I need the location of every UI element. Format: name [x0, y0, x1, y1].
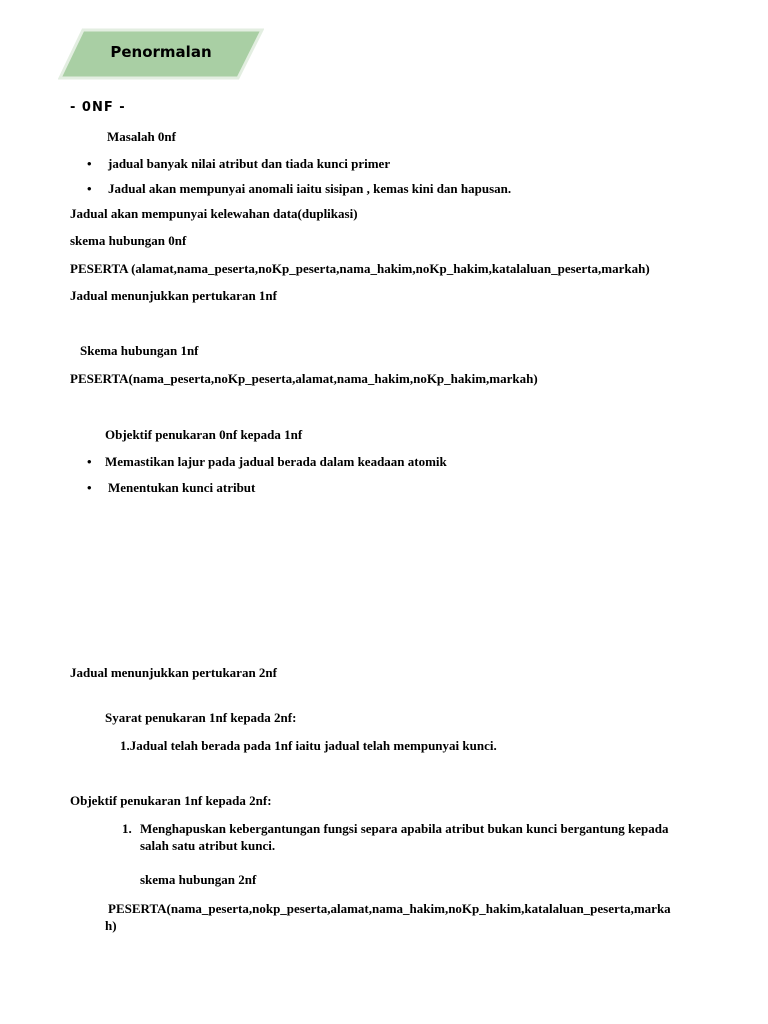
page-title: Penormalan: [110, 43, 212, 61]
schema-label-2nf: skema hubungan 2nf: [140, 872, 257, 887]
table-caption-1nf: Jadual menunjukkan pertukaran 1nf: [70, 288, 277, 303]
redundancy-note: Jadual akan mempunyai kelewahan data(duplikasi): [70, 206, 358, 221]
objective-2nf-line-1: Menghapuskan kebergantungan fungsi separa apabila atribut bukan kunci bergantung kepada: [140, 821, 669, 836]
bullet-icon: •: [87, 156, 92, 171]
schema-1nf: PESERTA(nama_peserta,noKp_peserta,alamat,nama_hakim,noKp_hakim,markah): [70, 371, 538, 386]
problem-item-2: Jadual akan mempunyai anomali iaitu sisipan , kemas kini dan hapusan.: [108, 181, 512, 196]
objective-title-2nf: Objektif penukaran 1nf kepada 2nf:: [70, 793, 272, 808]
condition-item-1: 1.Jadual telah berada pada 1nf iaitu jadual telah mempunyai kunci.: [120, 738, 497, 753]
objective-title-1nf: Objektif penukaran 0nf kepada 1nf: [105, 427, 303, 442]
condition-title: Syarat penukaran 1nf kepada 2nf:: [105, 710, 297, 725]
schema-2nf-line-2: h): [105, 918, 117, 933]
problem-item-1: jadual banyak nilai atribut dan tiada kunci primer: [108, 156, 391, 171]
section-heading-0nf: - 0NF -: [70, 100, 126, 115]
problem-title: Masalah 0nf: [107, 129, 176, 144]
schema-2nf-line-1: PESERTA(nama_peserta,nokp_peserta,alamat,nama_hakim,noKp_hakim,katalaluan_peserta,marka: [108, 901, 671, 916]
objective-1nf-item-1: Memastikan lajur pada jadual berada dalam keadaan atomik: [105, 454, 447, 469]
schema-label-1nf: Skema hubungan 1nf: [80, 343, 199, 358]
schema-label-0nf: skema hubungan 0nf: [70, 233, 187, 248]
table-caption-2nf: Jadual menunjukkan pertukaran 2nf: [70, 665, 277, 680]
bullet-icon: •: [87, 181, 92, 196]
schema-0nf: PESERTA (alamat,nama_peserta,noKp_peserta,nama_hakim,noKp_hakim,katalaluan_peserta,markah): [70, 261, 650, 276]
objective-1nf-item-2: Menentukan kunci atribut: [108, 480, 256, 495]
bullet-icon: •: [87, 454, 92, 469]
bullet-icon: •: [87, 480, 92, 495]
objective-2nf-number: 1.: [122, 821, 132, 836]
objective-2nf-line-2: salah satu atribut kunci.: [140, 838, 276, 853]
title-banner: [58, 28, 264, 80]
